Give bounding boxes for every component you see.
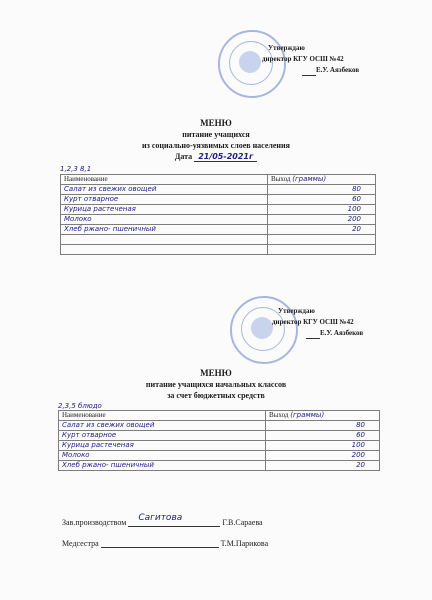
approval-director-name: Е.У. Аязбеков: [320, 329, 364, 337]
column-header-name: Наименование: [61, 175, 268, 185]
nurse-label: Медсестра: [62, 539, 99, 548]
menu1-title: МЕНЮ: [200, 118, 232, 128]
approval-heading: Утверждаю: [278, 307, 315, 315]
menu1-date: [0, 152, 432, 161]
table-row: Салат из свежих овощей 80: [61, 185, 376, 195]
table-row: [61, 245, 376, 255]
table-row: Курица растеченая 100: [61, 205, 376, 215]
deputy-label: Зав.производством: [62, 518, 127, 527]
table-row: [61, 235, 376, 245]
menu2-group-note: 2,3,5 блюдо: [58, 402, 102, 410]
approval-position: директор КГУ ОСШ №42: [262, 55, 344, 63]
menu1-subtitle-1: питание учащихся: [182, 130, 250, 139]
table-header-row: [61, 175, 376, 185]
date-value: 21/05-2021г: [194, 152, 257, 162]
menu1-table: [60, 174, 376, 255]
deputy-name: Г.В.Сараева: [222, 518, 263, 527]
table-row: Молоко 200: [61, 215, 376, 225]
menu2-subtitle-1: питание учащихся начальных классов: [145, 380, 287, 389]
table-row: Курт отварное 60: [61, 195, 376, 205]
menu2-title: МЕНЮ: [200, 368, 232, 378]
table-row: Хлеб ржано- пшеничный 20: [61, 225, 376, 235]
menu2-subtitle-2: за счет бюджетных средств: [167, 391, 265, 400]
menu1-group-note: 1,2,3 8,1: [60, 165, 92, 173]
table-row: Хлеб ржано- пшеничный 20: [59, 461, 380, 471]
table-row: Молоко 200: [59, 451, 380, 461]
deputy-handwritten-signature: Сагитова: [138, 513, 183, 523]
approval-block-top: [262, 43, 359, 76]
nurse-name: Т.М.Парикова: [220, 539, 269, 548]
approval-block-bottom: [272, 306, 363, 339]
menu2-table: [58, 410, 380, 471]
table-row: Курица растеченая 100: [59, 441, 380, 451]
menu1-subtitle-2: из социально-уязвимых слоев населения: [142, 141, 290, 150]
deputy-signature-line: [62, 513, 263, 527]
column-header-output: Выход (граммы): [268, 175, 376, 185]
approval-position: директор КГУ ОСШ №42: [272, 318, 354, 326]
date-label: Дата: [174, 152, 193, 161]
approval-heading: Утверждаю: [268, 44, 305, 52]
table-header-row: [59, 411, 380, 421]
table-row: Курт отварное 60: [59, 431, 380, 441]
column-header-name: Наименование: [59, 411, 266, 421]
column-header-output: Выход (граммы): [266, 411, 380, 421]
nurse-signature-line: [62, 538, 268, 548]
approval-director-name: Е.У. Аязбеков: [316, 66, 360, 74]
table-row: Салат из свежих овощей 80: [59, 421, 380, 431]
